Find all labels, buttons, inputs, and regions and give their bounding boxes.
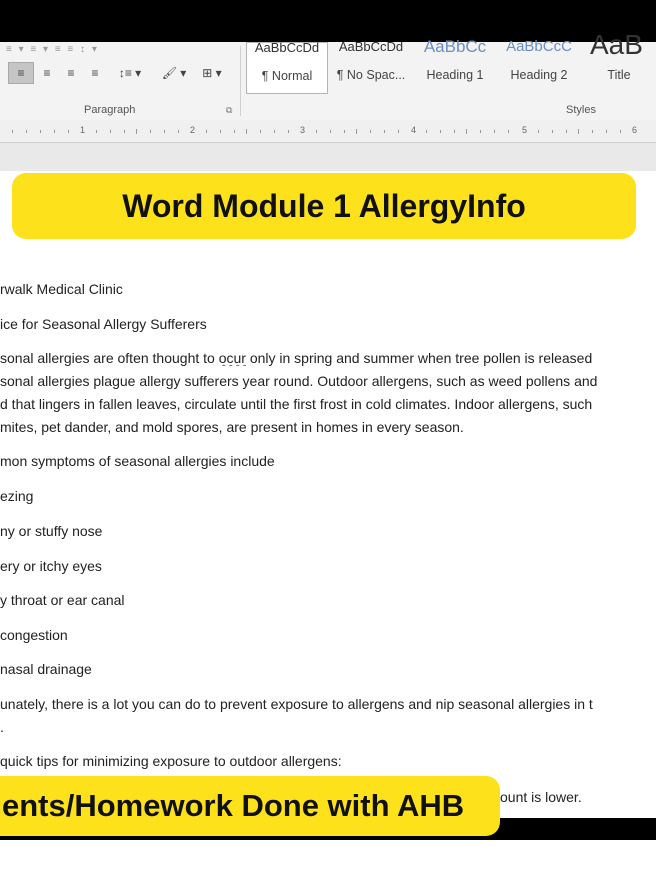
style-title[interactable]	[582, 29, 656, 94]
paragraph-group-label: Paragraph	[84, 104, 136, 116]
ruler-number: 1	[80, 125, 86, 135]
shading-button[interactable]	[156, 62, 192, 84]
style-heading-1[interactable]	[414, 37, 496, 94]
style-name: Heading 1	[426, 68, 484, 82]
style-preview: AaBbCcDd	[338, 39, 404, 54]
title-banner: Word Module 1 AllergyInfo	[12, 173, 636, 239]
style-name: Heading 2	[510, 68, 568, 82]
doc-list-item: nasal drainage	[0, 661, 92, 677]
doc-line-para1: sonal allergies plague allergy sufferers year round. Outdoor allergens, such as weed pollens and	[0, 373, 598, 389]
style-name: ¶ Normal	[261, 69, 313, 83]
align-right-icon: ≡	[67, 66, 75, 80]
ribbon	[0, 29, 656, 121]
style-preview: AaBbCcC	[506, 38, 572, 55]
style-heading-2[interactable]	[498, 38, 580, 94]
align-right-button[interactable]	[60, 62, 82, 84]
ribbon-separator	[240, 46, 241, 116]
ruler-number: 6	[632, 125, 638, 135]
doc-line-heading: ice for Seasonal Allergy Sufferers	[0, 316, 207, 332]
justify-icon: ≡	[91, 66, 99, 80]
ruler-number: 5	[522, 125, 528, 135]
style-preview: AaBbCc	[423, 37, 487, 56]
line-spacing-icon: ↕≡ ▾	[118, 66, 142, 80]
doc-list-item: congestion	[0, 627, 68, 643]
style-no-spacing[interactable]	[330, 39, 412, 94]
doc-line-para2: unately, there is a lot you can do to prevent exposure to allergens and nip seasonal allergies in t	[0, 696, 593, 712]
doc-line-para1: mites, pet dander, and mold spores, are present in homes in every season.	[0, 419, 464, 435]
paragraph-row-top-cropped: ≡ ▾ ≡ ▾ ≡ ≡ ↕ ▾	[6, 44, 99, 55]
justify-button[interactable]	[84, 62, 106, 84]
doc-list-item: y throat or ear canal	[0, 592, 125, 608]
doc-line-para1: d that lingers in fallen leaves, circulate until the first frost in cold climates. Indoor allergens, such	[0, 396, 593, 412]
doc-list-item: ezing	[0, 488, 34, 504]
ruler-number: 2	[190, 125, 196, 135]
ruler	[0, 120, 656, 143]
top-black-bar	[0, 0, 656, 42]
styles-group-label: Styles	[566, 104, 596, 116]
borders-button[interactable]	[194, 62, 230, 84]
dialog-launcher-icon[interactable]: ⧉	[226, 105, 233, 115]
align-center-icon: ≡	[43, 66, 51, 80]
misspelled-word[interactable]: ocur	[218, 350, 246, 366]
borders-icon: ⊞ ▾	[202, 66, 222, 80]
doc-list-item: ery or itchy eyes	[0, 558, 102, 574]
footer-banner: ents/Homework Done with AHB	[0, 776, 500, 836]
doc-line-para2: .	[0, 719, 4, 735]
doc-line-tips-intro: quick tips for minimizing exposure to outdoor allergens:	[0, 753, 342, 769]
ruler-number: 4	[411, 125, 417, 135]
style-normal[interactable]	[246, 42, 328, 94]
doc-list-item: ny or stuffy nose	[0, 523, 103, 539]
ruler-number: 3	[300, 125, 306, 135]
doc-line-partial: ount is lower.	[500, 789, 582, 805]
shading-icon: 🖌 ▾	[161, 66, 187, 80]
align-left-button[interactable]	[8, 62, 34, 84]
line-spacing-button[interactable]	[112, 62, 148, 84]
align-left-icon: ≡	[17, 66, 25, 80]
style-name: ¶ No Spac...	[336, 68, 406, 82]
style-name: Title	[607, 68, 631, 82]
style-preview: AaB	[590, 29, 643, 60]
center-button[interactable]	[36, 62, 58, 84]
style-preview: AaBbCcDd	[254, 40, 320, 55]
doc-line-clinic: rwalk Medical Clinic	[0, 281, 123, 297]
styles-gallery	[246, 29, 656, 96]
doc-line-symptoms-intro: mon symptoms of seasonal allergies include	[0, 453, 275, 469]
document-background-band	[0, 143, 656, 171]
doc-line-para1: sonal allergies are often thought to ocur only in spring and summer when tree pollen is released	[0, 350, 593, 366]
